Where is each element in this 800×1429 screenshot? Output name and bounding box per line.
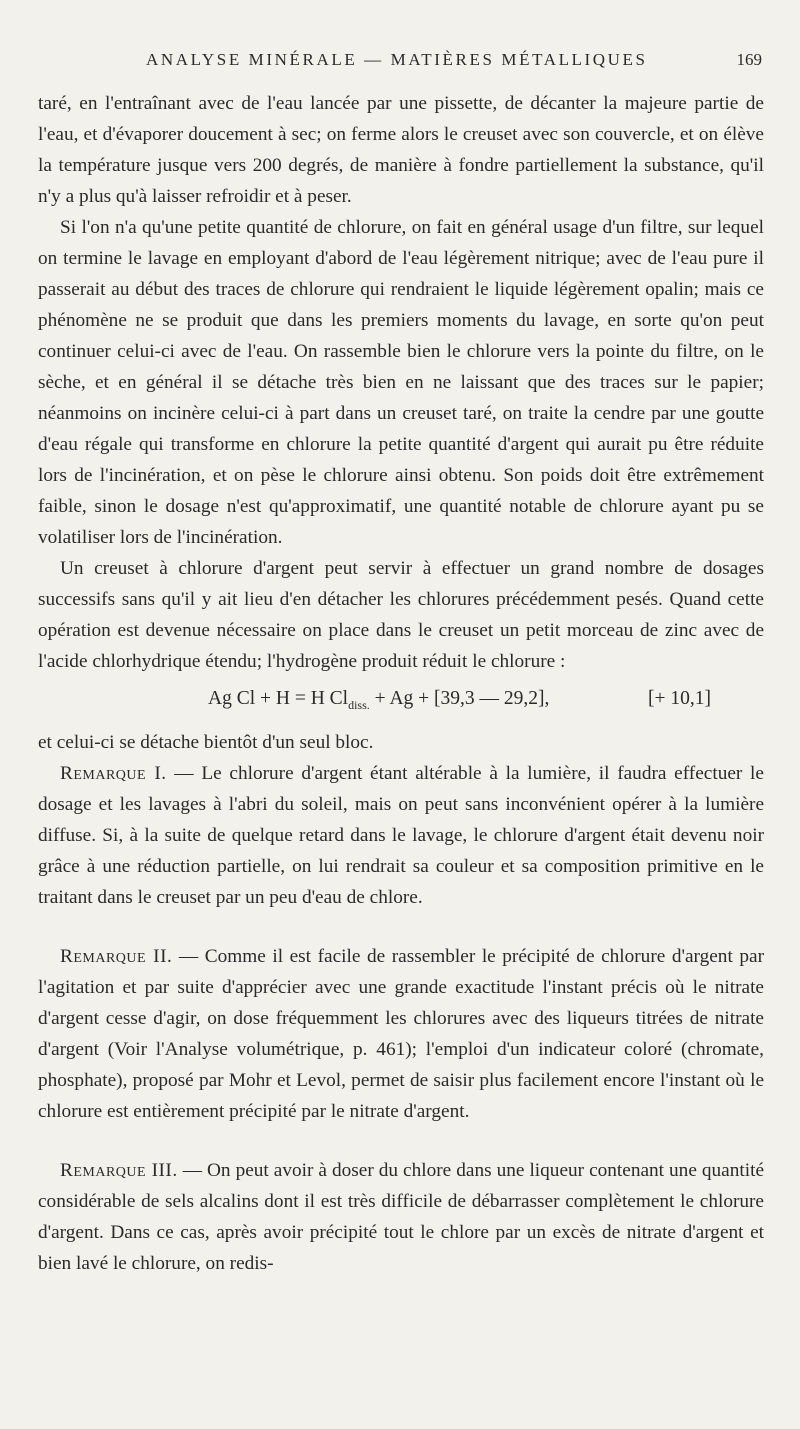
remark-1-label: Remarque I.	[60, 763, 167, 784]
equation-side-value: [+ 10,1]	[648, 688, 711, 709]
remark-3-label: Remarque III.	[60, 1160, 178, 1181]
chemical-equation	[38, 683, 764, 721]
page-number: 169	[736, 50, 762, 69]
equation-lhs: Ag Cl + H = H Cl	[208, 688, 349, 709]
body-text	[38, 88, 764, 1279]
remark-2-label: Remarque II.	[60, 946, 173, 967]
remark-3	[38, 1155, 764, 1279]
equation-rhs: + Ag + [39,3 — 29,2],	[369, 688, 550, 709]
remark-1	[38, 758, 764, 913]
spacer	[38, 1127, 764, 1155]
remark-2-text: — Comme il est facile de rassembler le précipité de chlorure d'argent par l'agitation et par suite d'apprécier avec une grande exactitude l'instant précis où le nitrate d'argent cesse d'agir, on dose fréquemment les chlorures avec des liqueurs titrées de nitrate d'argent (Voir l'Analyse volumétrique, p. 461); l'emploi d'un indicateur coloré (chromate, phosphate), proposé par Mohr et Levol, permet de saisir plus facilement encore l'instant où le chlorure est entièrement précipité par le nitrate d'argent.	[38, 946, 764, 1122]
spacer	[38, 913, 764, 941]
remark-2	[38, 941, 764, 1127]
remark-3-text: — On peut avoir à doser du chlore dans une liqueur contenant une quantité considérable de sels alcalins dont il est très difficile de débarrasser complètement le chlorure d'argent. Dans ce cas, après avoir précipité tout le chlore par un excès de nitrate d'argent et bien lavé le chlorure, on redis-	[38, 1160, 765, 1274]
paragraph-2: Si l'on n'a qu'une petite quantité de chlorure, on fait en général usage d'un filtre, sur lequel on termine le lavage en employant d'abord de l'eau légèrement nitrique; avec de l'eau pure il passerait au début des traces de chlorure qui rendraient le liquide légèrement opalin; mais ce phénomène ne se produit que dans les premiers moments du lavage, en sorte qu'on peut continuer celui-ci avec de l'eau. On rassemble bien le chlorure vers la pointe du filtre, on le sèche, et en général il se détache très bien en ne laissant que des traces sur le papier; néanmoins on incinère celui-ci à part dans un creuset taré, on traite la cendre par une goutte d'eau régale qui transforme en chlorure la petite quantité d'argent qui aurait pu être réduite lors de l'incinération, et on pèse le chlorure ainsi obtenu. Son poids doit être extrêmement faible, sinon le dosage n'est qu'approximatif, une quantité notable de chlorure ayant pu se volatiliser lors de l'incinération.	[38, 217, 764, 548]
remark-1-text: — Le chlorure d'argent étant altérable à la lumière, il faudra effectuer le dosage et les lavages à l'abri du soleil, mais on peut sans inconvénient opérer à la lumière diffuse. Si, à la suite de quelque retard dans le lavage, le chlorure d'argent était devenu noir grâce à une réduction partielle, on lui rendrait sa couleur et sa composition primitive en le traitant dans le creuset par un peu d'eau de chlore.	[38, 763, 764, 908]
paragraph-4: et celui-ci se détache bientôt d'un seul bloc.	[38, 732, 374, 753]
paragraph-1: taré, en l'entraînant avec de l'eau lancée par une pissette, de décanter la majeure partie de l'eau, et d'évaporer doucement à sec; on ferme alors le creuset avec son couvercle, et on élève la température jusque vers 200 degrés, de manière à fondre partiellement la substance, qu'il n'y a plus qu'à laisser refroidir et à peser.	[38, 93, 764, 207]
running-title: ANALYSE MINÉRALE — MATIÈRES MÉTALLIQUES	[146, 50, 648, 69]
equation-main	[208, 683, 549, 721]
paragraph-3: Un creuset à chlorure d'argent peut servir à effectuer un grand nombre de dosages successifs sans qu'il y ait lieu d'en détacher les chlorures précédemment pesés. Quand cette opération est devenue nécessaire on place dans le creuset un petit morceau de zinc avec de l'acide chlorhydrique étendu; l'hydrogène produit réduit le chlorure :	[38, 558, 764, 672]
equation-subscript: diss.	[348, 698, 370, 712]
running-header	[38, 50, 762, 80]
